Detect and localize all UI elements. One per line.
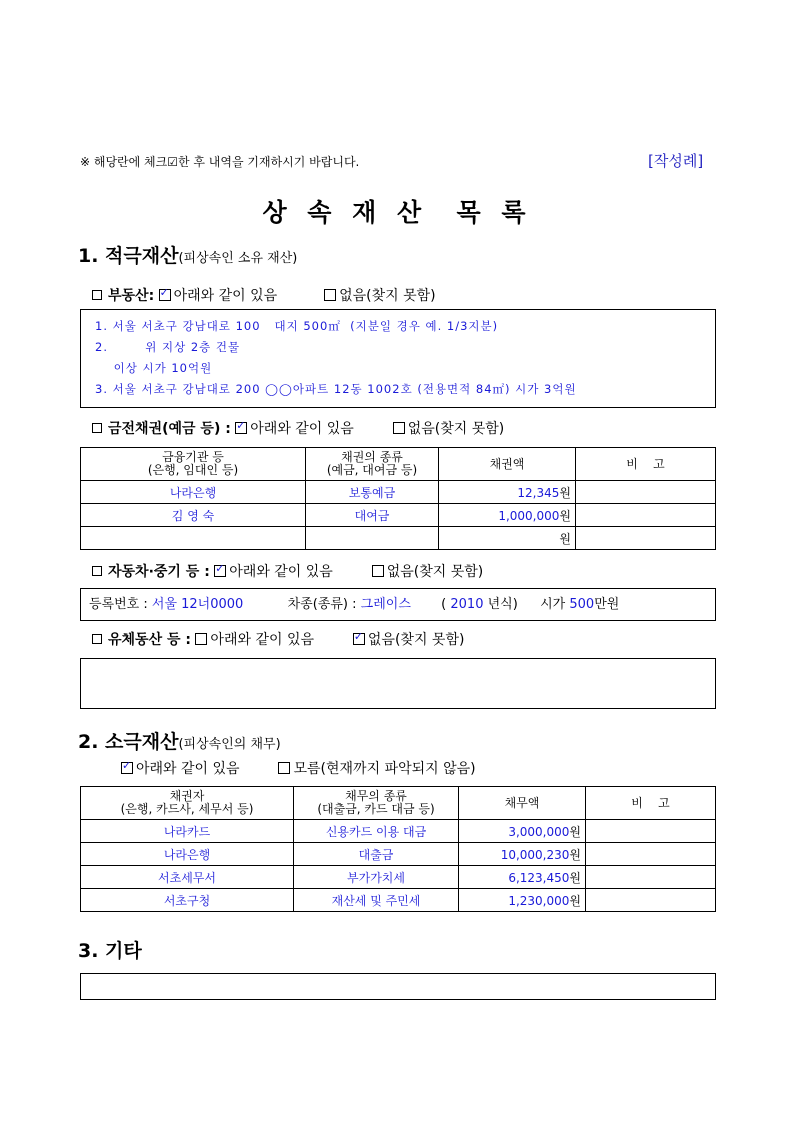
real-estate-line: 1. 서울 서초구 강남대로 100 대지 500㎡ (지분일 경우 예. 1/3지분) xyxy=(95,319,499,333)
money-claims-table xyxy=(80,447,716,550)
col-header: 채권자 (은행, 카드사, 세무서 등) xyxy=(81,787,294,820)
movable-box xyxy=(80,658,716,709)
movable-yes-label: 아래와 같이 있음 xyxy=(210,632,314,648)
movable-label: 유체동산 등 : xyxy=(108,632,191,648)
col-header: 채무의 종류 (대출금, 카드 대금 등) xyxy=(294,787,459,820)
section3-heading: 3. 기타 xyxy=(78,940,142,962)
real-estate-yes-label: 아래와 같이 있음 xyxy=(173,288,278,304)
col-header: 채무액 xyxy=(459,787,586,820)
bullet-square-icon xyxy=(92,423,102,433)
debt-yes-checkbox[interactable] xyxy=(121,762,133,774)
table-row: 원 xyxy=(81,527,716,550)
money-yes-checkbox[interactable] xyxy=(235,422,247,434)
car-label: 자동차·중기 등 : xyxy=(108,564,210,580)
real-estate-line: 2. 위 지상 2층 건물 xyxy=(95,340,241,354)
table-row: 서초세무서 부가가치세 6,123,450원 xyxy=(81,866,716,889)
real-estate-no-checkbox[interactable] xyxy=(324,289,336,301)
table-row: 김 영 숙 대여금 1,000,000원 xyxy=(81,504,716,527)
real-estate-line: 3. 서울 서초구 강남대로 200 ◯◯아파트 12동 1002호 (전용면적 84㎡) 시가 3억원 xyxy=(95,382,577,396)
section2-heading: 2. 소극재산(피상속인의 채무) xyxy=(78,731,281,753)
col-header: 비 고 xyxy=(576,448,716,481)
bullet-square-icon xyxy=(92,566,102,576)
other-box xyxy=(80,973,716,1000)
real-estate-row xyxy=(92,285,436,305)
col-header: 비 고 xyxy=(586,787,716,820)
page-title: 상 속 재 산 목 록 xyxy=(262,198,532,227)
real-estate-yes-checkbox[interactable] xyxy=(159,289,171,301)
debts-table xyxy=(80,786,716,912)
col-header: 채권액 xyxy=(439,448,576,481)
movable-yes-checkbox[interactable] xyxy=(195,633,207,645)
col-header: 금융기관 등 (은행, 임대인 등) xyxy=(81,448,306,481)
car-detail-box: 등록번호 : 서울 12너0000 차종(종류) : 그레이스 ( 2010 년식) 시가 500만원 xyxy=(80,588,716,621)
money-claims-row xyxy=(92,418,504,438)
bullet-square-icon xyxy=(92,290,102,300)
debt-options-row xyxy=(121,758,476,778)
real-estate-label: 부동산: xyxy=(108,288,155,304)
car-yes-checkbox[interactable] xyxy=(214,565,226,577)
movable-row xyxy=(92,629,464,649)
car-no-checkbox[interactable] xyxy=(372,565,384,577)
example-tag: [작성례] xyxy=(648,152,704,170)
movable-no-label: 없음(찾지 못함) xyxy=(367,632,465,648)
section1-heading: 1. 적극재산(피상속인 소유 재산) xyxy=(78,245,298,267)
car-row xyxy=(92,561,483,581)
real-estate-no-label: 없음(찾지 못함) xyxy=(339,288,436,304)
car-yes-label: 아래와 같이 있음 xyxy=(229,564,333,580)
debt-unknown-label: 모름(현재까지 파악되지 않음) xyxy=(293,761,476,777)
table-row: 나라은행 보통예금 12,345원 xyxy=(81,481,716,504)
money-no-label: 없음(찾지 못함) xyxy=(407,421,505,437)
bullet-square-icon xyxy=(92,634,102,644)
money-claims-label: 금전채권(예금 등) : xyxy=(108,421,231,437)
debt-unknown-checkbox[interactable] xyxy=(278,762,290,774)
table-row: 서초구청 재산세 및 주민세 1,230,000원 xyxy=(81,889,716,912)
col-header: 채권의 종류 (예금, 대여금 등) xyxy=(306,448,439,481)
notice-text: ※ 해당란에 체크☑한 후 내역을 기재하시기 바랍니다. xyxy=(80,155,360,169)
table-row: 나라은행 대출금 10,000,230원 xyxy=(81,843,716,866)
real-estate-line: 이상 시가 10억원 xyxy=(95,361,213,375)
money-yes-label: 아래와 같이 있음 xyxy=(250,421,354,437)
real-estate-box xyxy=(80,309,716,408)
movable-no-checkbox[interactable] xyxy=(353,633,365,645)
car-no-label: 없음(찾지 못함) xyxy=(386,564,484,580)
table-row: 나라카드 신용카드 이용 대금 3,000,000원 xyxy=(81,820,716,843)
debt-yes-label: 아래와 같이 있음 xyxy=(136,761,240,777)
money-no-checkbox[interactable] xyxy=(393,422,405,434)
